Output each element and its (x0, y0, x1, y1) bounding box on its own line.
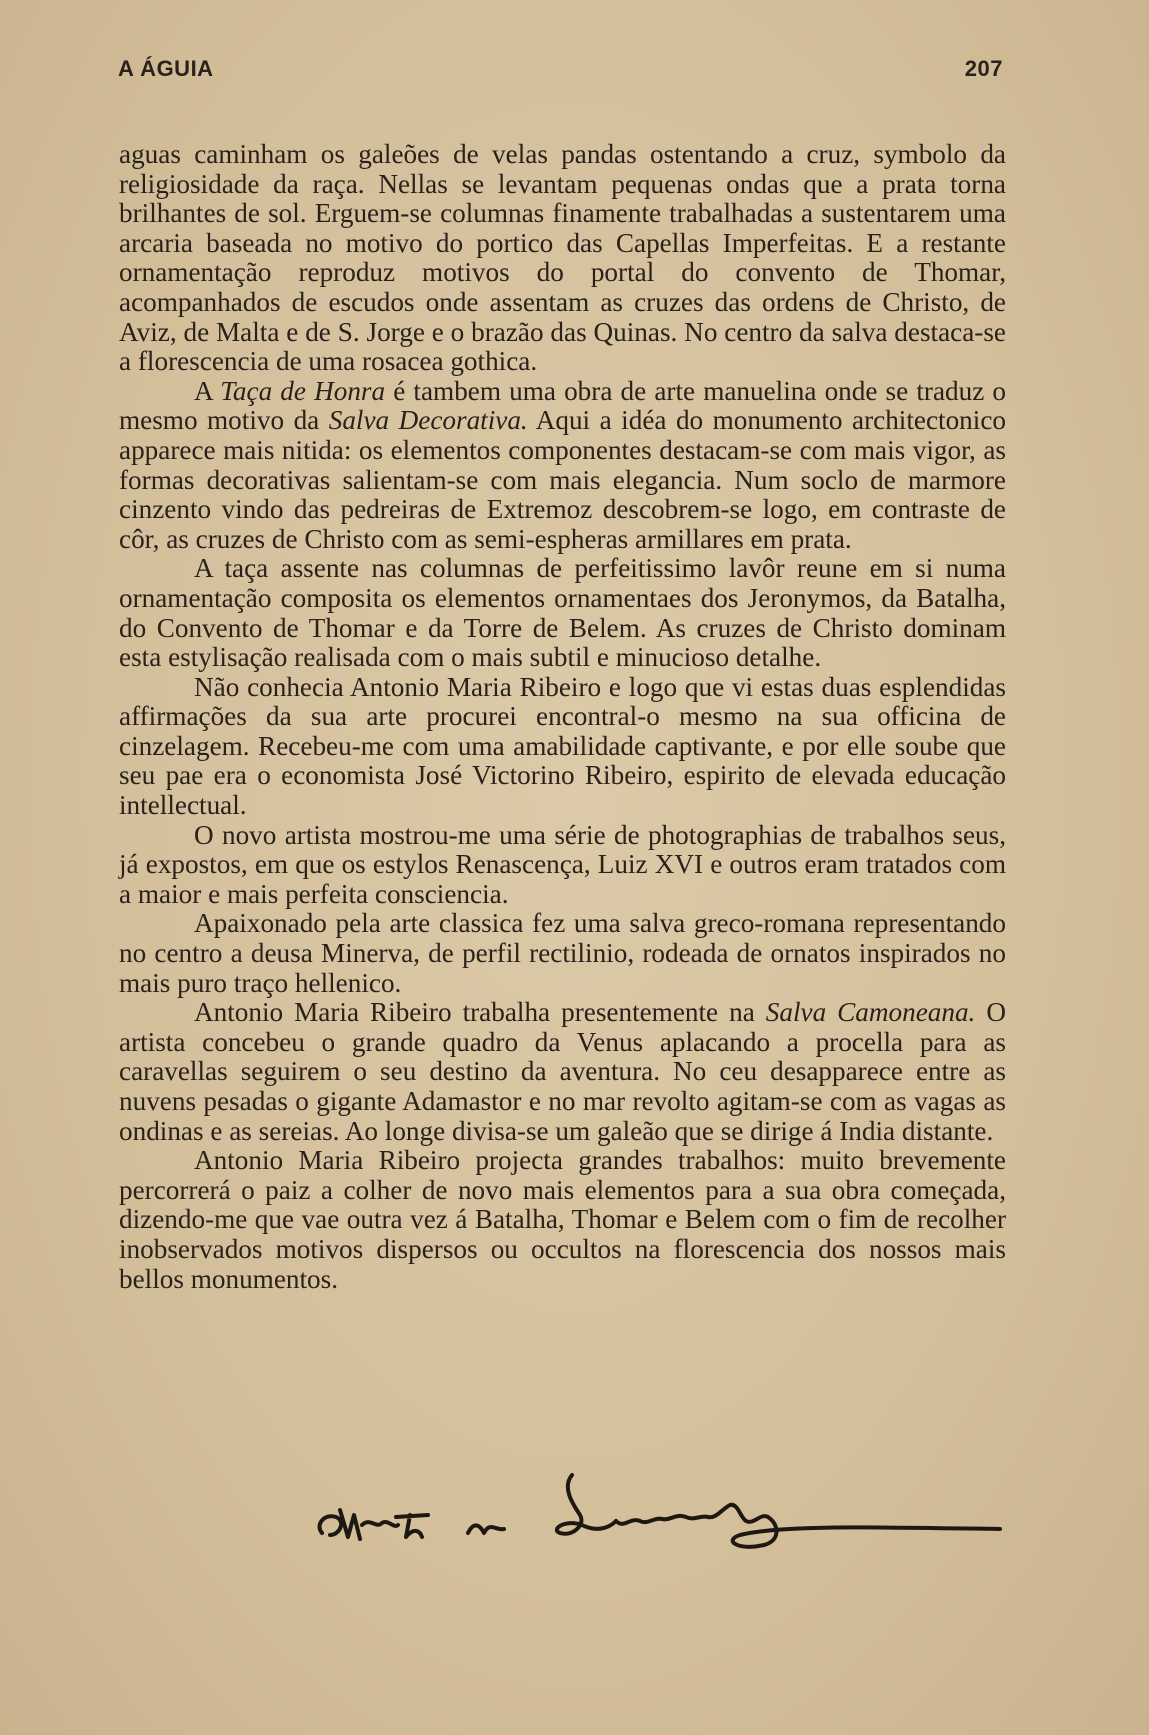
italic-title: Taça de Honra (220, 375, 386, 406)
text-run: Antonio Maria Ribeiro trabalha presentemente na (194, 997, 766, 1028)
running-head (118, 56, 1003, 82)
text-run: aguas caminham os galeões de velas pandas ostentando a cruz, symbolo da religiosidade da raça. Nellas se levantam pequenas ondas que a prata torna brilhantes de sol. Erguem-se columnas finamente trabalhadas a sustentarem uma arcaria baseada no motivo do portico das Capellas Imperfeitas. E a restante ornamentação reproduz motivos do portal do convento de Thomar, acompanhados de escudos onde assentam as cruzes das ordens de Christo, de Aviz, de Malta e de S. Jorge e o brazão das Quinas. No centro da salva destaca-se a florescencia de uma rosacea gothica. (119, 139, 1006, 377)
text-run: Aqui a idéa do monumento architectonico apparece mais nitida: os elementos componentes destacam-se com mais vigor, as formas decorativas salientam-se com mais elegancia. Num soclo de marmore cinzento vindo das pedreiras de Extremoz descobrem-se logo, em contraste de côr, as cruzes de Christo com as semi-espheras armillares em prata. (119, 405, 1006, 554)
italic-title: Salva Camoneana. (765, 997, 976, 1028)
page-number: 207 (964, 56, 1003, 81)
handwritten-signature (310, 1455, 1010, 1575)
paragraph-2 (119, 377, 1006, 555)
paragraph-4 (119, 673, 1006, 821)
paragraph-3 (119, 554, 1006, 672)
text-run: Não conhecia Antonio Maria Ribeiro e logo que vi estas duas esplendidas affirmações da sua arte procurei encontral-o mesmo na sua officina de cinzelagem. Recebeu-me com uma amabilidade captivante, e por elle soube que seu pae era o economista José Victorino Ribeiro, espirito de elevada educação intellectual. (119, 671, 1006, 821)
text-run: O artista concebeu o grande quadro da Venus aplacando a procella para as caravellas seguirem o seu destino da aventura. No ceu desapparece entre as nuvens pesadas o gigante Adamastor e no mar revolto agitam-se com as vagas as ondinas e as sereias. Ao longe divisa-se um galeão que se dirige á India distante. (119, 997, 1006, 1146)
text-run: A taça assente nas columnas de perfeitissimo lavôr reune em si numa ornamentação composita os elementos ornamentaes dos Jeronymos, da Batalha, do Convento de Thomar e da Torre de Belem. As cruzes de Christo dominam esta estylisação realisada com o mais subtil e minucioso detalhe. (119, 553, 1006, 673)
paragraph-5 (119, 821, 1006, 910)
paragraph-8 (119, 1146, 1006, 1294)
paragraph-7 (119, 998, 1006, 1146)
text-run: Antonio Maria Ribeiro projecta grandes trabalhos: muito brevemente percorrerá o paiz a colher de novo mais elementos para a sua obra começada, dizendo-me que vae outra vez á Batalha, Thomar e Belem com o fim de recolher inobservados motivos dispersos ou occultos na florescencia dos nossos mais bellos monumentos. (119, 1145, 1006, 1294)
text-run: é tambem uma obra de arte manuelina onde se traduz o mesmo motivo da (119, 375, 1006, 436)
text-run: Apaixonado pela arte classica fez uma salva greco-romana representando no centro a deusa Minerva, de perfil rectilinio, rodeada de ornatos inspirados no mais puro traço hellenico. (119, 908, 1006, 998)
journal-title: A ÁGUIA (118, 56, 214, 81)
italic-title: Salva Decorativa. (328, 405, 528, 436)
text-run: A (194, 375, 221, 406)
paragraph-6 (119, 909, 1006, 998)
text-run: O novo artista mostrou-me uma série de photographias de trabalhos seus, já expostos, em que os estylos Renascença, Luiz XVI e outros eram tratados com a maior e mais perfeita consciencia. (119, 819, 1006, 909)
paragraph-1 (119, 140, 1006, 377)
article-body (119, 140, 1006, 1294)
